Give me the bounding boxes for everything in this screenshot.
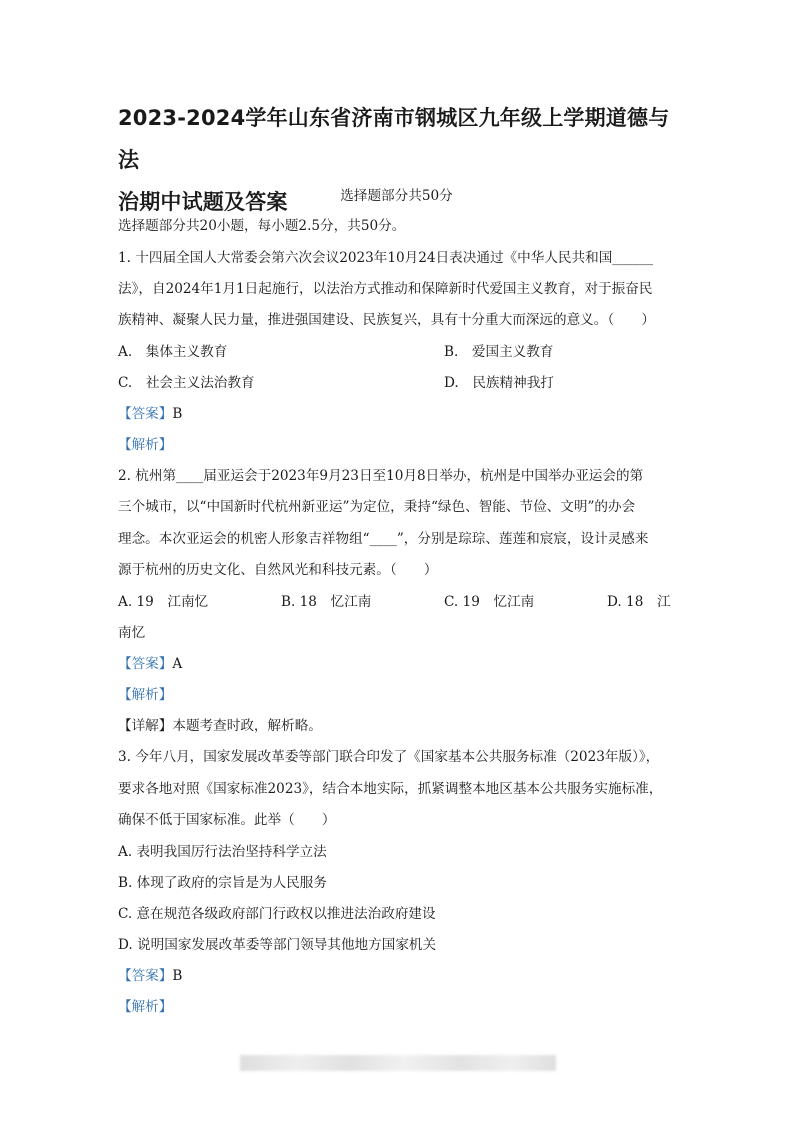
q3-stem-line-1: 3. 今年八月，国家发展改革委等部门联合印发了《国家基本公共服务标准（2023年版）》， bbox=[118, 749, 660, 765]
q3-stem-line-3: 确保不低于国家标准。此举（ ） bbox=[118, 812, 336, 828]
q3-stem-line-2: 要求各地对照《国家标准2023》，结合本地实际，抓紧调整本地区基本公共服务实施标准， bbox=[118, 781, 663, 797]
detail-text: 本题考查时政，解析略。 bbox=[172, 718, 322, 734]
q1-option-a: A. 集体主义教育 bbox=[118, 344, 228, 360]
answer-value: A bbox=[172, 656, 183, 672]
q3-option-a: A. 表明我国厉行法治坚持科学立法 bbox=[118, 844, 327, 860]
detail-tag: 【详解】 bbox=[118, 718, 173, 734]
answer-value: B bbox=[172, 968, 183, 984]
q3-option-d: D. 说明国家发展改革委等部门领导其他地方国家机关 bbox=[118, 937, 437, 953]
q1-option-d: D. 民族精神我打 bbox=[444, 375, 554, 391]
q2-stem-line-3: 理念。本次亚运会的机密人形象吉祥物组“____”，分别是琮琮、莲莲和宸宸，设计灵感来 bbox=[118, 531, 649, 547]
q2-stem-line-2: 三个城市，以“中国新时代杭州新亚运”为定位，秉持“绿色、智能、节俭、文明”的办会 bbox=[118, 499, 636, 515]
q2-stem-line-4: 源于杭州的历史文化、自然风光和科技元素。（ ） bbox=[118, 562, 438, 578]
q2-detail bbox=[118, 716, 322, 736]
q3-option-c: C. 意在规范各级政府部门行政权以推进法治政府建设 bbox=[118, 906, 436, 922]
section-intro: 选择题部分共20小题，每小题2.5分，共50分。 bbox=[118, 218, 406, 234]
q2-option-a: A. 19 江南忆 bbox=[118, 594, 209, 610]
q2-option-d: D. 18 江 bbox=[607, 594, 671, 610]
q2-analysis-tag: 【解析】 bbox=[118, 687, 173, 703]
q1-option-c: C. 社会主义法治教育 bbox=[118, 375, 255, 391]
q2-answer bbox=[118, 654, 182, 674]
blurred-footer-watermark bbox=[240, 1055, 556, 1071]
q3-answer bbox=[118, 966, 182, 986]
q3-analysis-tag: 【解析】 bbox=[118, 999, 173, 1015]
title-line-2: 治期中试题及答案 bbox=[118, 190, 288, 214]
q1-answer bbox=[118, 404, 182, 424]
q2-option-c: C. 19 忆江南 bbox=[444, 594, 535, 610]
q1-analysis-tag: 【解析】 bbox=[118, 437, 173, 453]
section-heading: 选择题部分共50分 bbox=[340, 188, 453, 204]
answer-value: B bbox=[172, 406, 183, 422]
title-line-1: 2023-2024学年山东省济南市钢城区九年级上学期道德与法 bbox=[118, 106, 670, 172]
answer-tag: 【答案】 bbox=[118, 406, 173, 422]
q1-option-b: B. 爱国主义教育 bbox=[444, 344, 554, 360]
answer-tag: 【答案】 bbox=[118, 968, 173, 984]
q1-stem-line-2: 法》，自2024年1月1日起施行，以法治方式推动和保障新时代爱国主义教育，对于振奋民 bbox=[118, 281, 653, 297]
q1-stem-line-3: 族精神、凝聚人民力量，推进强国建设、民族复兴，具有十分重大而深远的意义。（ ） bbox=[118, 312, 655, 328]
answer-tag: 【答案】 bbox=[118, 656, 173, 672]
q3-option-b: B. 体现了政府的宗旨是为人民服务 bbox=[118, 875, 327, 891]
q2-option-b: B. 18 忆江南 bbox=[281, 594, 372, 610]
q2-option-d-continued: 南忆 bbox=[118, 625, 146, 641]
q1-stem-line-1: 1. 十四届全国人大常委会第六次会议2023年10月24日表决通过《中华人民共和国______ bbox=[118, 250, 654, 266]
q2-stem-line-1: 2. 杭州第____届亚运会于2023年9月23日至10月8日举办，杭州是中国举办亚运会的第 bbox=[118, 468, 644, 484]
